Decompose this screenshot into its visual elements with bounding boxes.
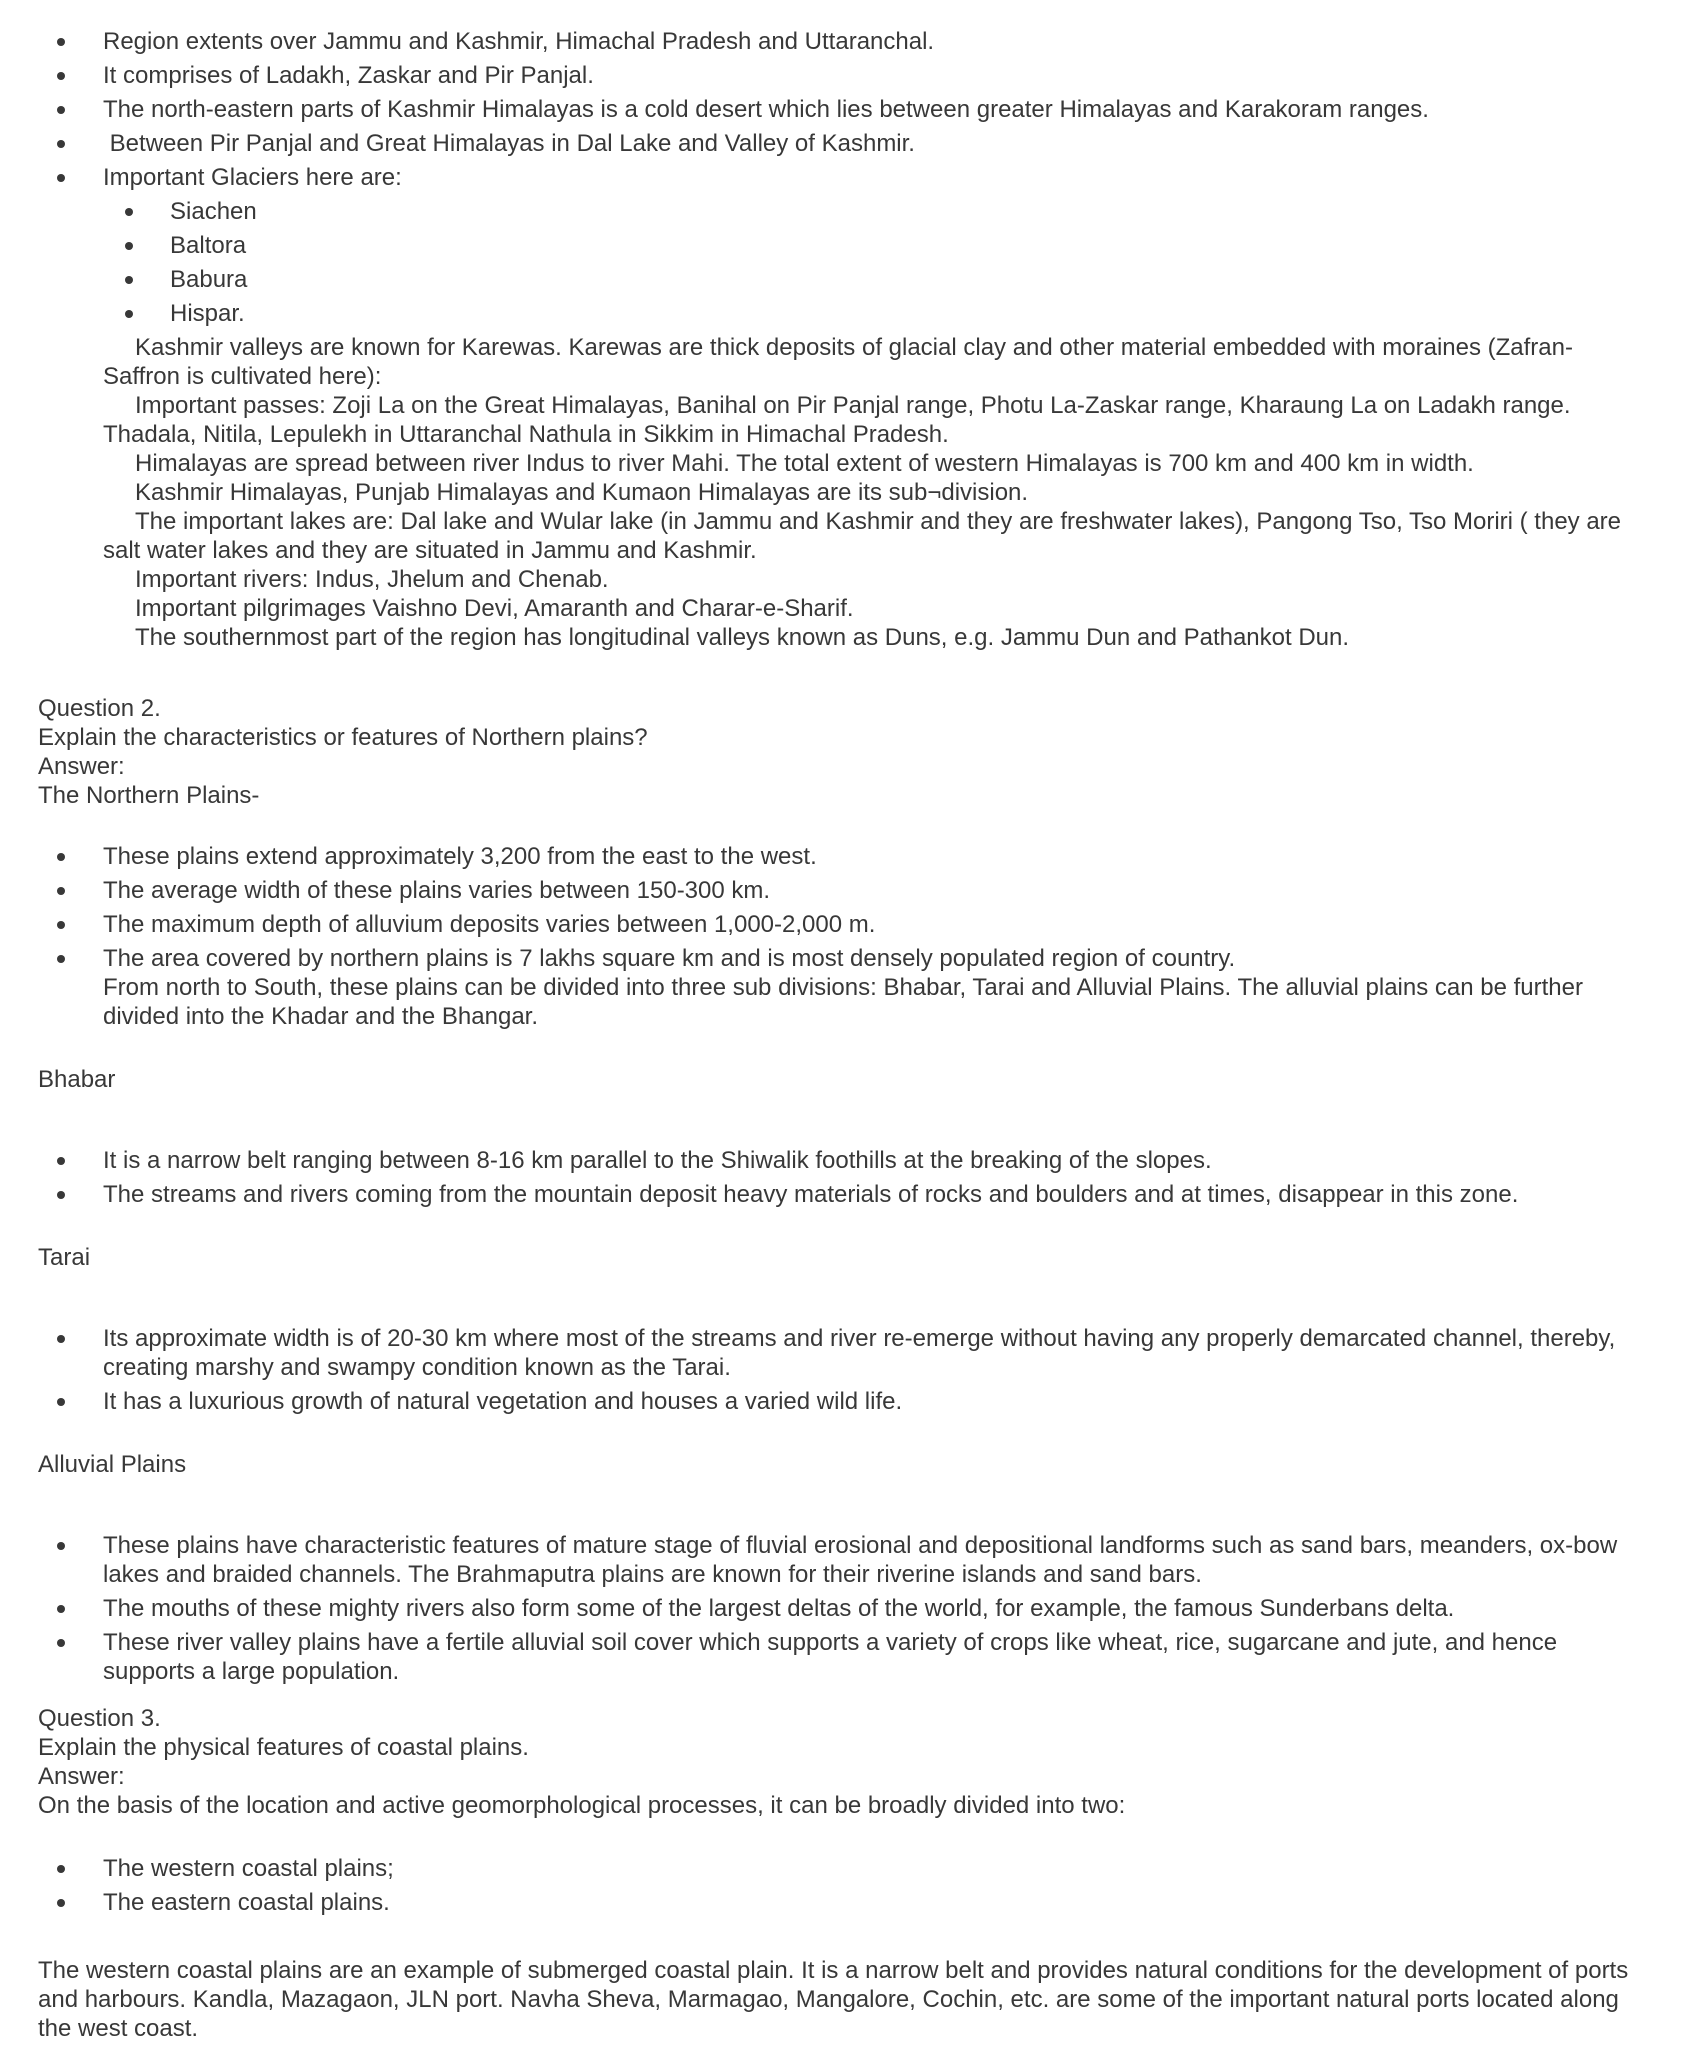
note-paragraph: Himalayas are spread between river Indus to river Mahi. The total extent of western Himalayas is 700 km and 400 km in width. (135, 450, 1474, 477)
list-item-text: The area covered by northern plains is 7 lakhs square km and is most densely populated region of country. (103, 945, 1236, 972)
list-item-text: These plains extend approximately 3,200 from the east to the west. (103, 843, 817, 870)
list-item (103, 910, 1642, 939)
bullet-icon (125, 242, 133, 250)
bullet-icon (57, 1542, 65, 1550)
section-heading-bhabar: Bhabar (38, 1066, 116, 1093)
list-item (170, 231, 1642, 260)
list-item (103, 163, 1642, 328)
bullet-icon (57, 921, 65, 929)
answer-intro: On the basis of the location and active geomorphological processes, it can be broadly divided into two: (38, 1792, 1126, 1819)
list-item-text: It is a narrow belt ranging between 8-16 km parallel to the Shiwalik foothills at the breaking of the slopes. (103, 1147, 1212, 1174)
northern-plains-bullet-list (38, 842, 1642, 1031)
list-item (103, 129, 1642, 158)
note-paragraph: The southernmost part of the region has longitudinal valleys known as Duns, e.g. Jammu Dun and Pathankot Dun. (135, 624, 1350, 651)
himalaya-notes (38, 333, 1642, 652)
answer-intro: The Northern Plains- (38, 782, 260, 809)
bullet-icon (57, 72, 65, 80)
list-item (170, 299, 1642, 328)
list-item-text: Siachen (170, 198, 257, 225)
note-paragraph: The important lakes are: Dal lake and Wular lake (in Jammu and Kashmir and they are freshwater lakes), Pangong Tso, Tso Moriri ( they are salt water lakes and they are situated in Jammu and Kashmir. (103, 508, 1622, 564)
bullet-icon (57, 853, 65, 861)
bullet-icon (57, 140, 65, 148)
bullet-icon (57, 1335, 65, 1343)
glacier-sublist (103, 197, 1642, 328)
list-item-text: The maximum depth of alluvium deposits varies between 1,000-2,000 m. (103, 911, 876, 938)
bullet-icon (57, 1398, 65, 1406)
list-item-text: The north-eastern parts of Kashmir Himalayas is a cold desert which lies between greater Himalayas and Karakoram ranges. (103, 96, 1429, 123)
himalaya-bullet-list (38, 27, 1642, 328)
alluvial-plains-bullet-list (38, 1531, 1642, 1686)
list-item-text: The western coastal plains; (103, 1855, 394, 1882)
note-paragraph: Kashmir valleys are known for Karewas. Karewas are thick deposits of glacial clay and other material embedded with moraines (Zafran-Saffron is cultivated here): (103, 334, 1573, 390)
list-item (103, 944, 1642, 1031)
list-item (103, 1387, 1642, 1416)
section-heading-alluvial-plains: Alluvial Plains (38, 1451, 187, 1478)
bullet-icon (57, 106, 65, 114)
bullet-icon (57, 1639, 65, 1647)
list-item-text: The eastern coastal plains. (103, 1889, 390, 1916)
list-item-continuation: From north to South, these plains can be divided into three sub divisions: Bhabar, Tarai and Alluvial Plains. The alluvial plains can be further divided into the Khadar and the Bhangar. (103, 974, 1590, 1030)
list-item-text: Between Pir Panjal and Great Himalayas in Dal Lake and Valley of Kashmir. (103, 130, 915, 157)
list-item-text: The streams and rivers coming from the mountain deposit heavy materials of rocks and boulders and at times, disappear in this zone. (103, 1181, 1519, 1208)
list-item (103, 1594, 1642, 1623)
question-text: Explain the characteristics or features of Northern plains? (38, 724, 648, 751)
list-item (103, 1628, 1642, 1686)
question-label: Question 2. (38, 695, 161, 722)
bullet-icon (57, 174, 65, 182)
list-item (170, 265, 1642, 294)
note-paragraph: Important rivers: Indus, Jhelum and Chenab. (135, 566, 609, 593)
list-item (103, 842, 1642, 871)
bullet-icon (57, 1899, 65, 1907)
list-item (103, 95, 1642, 124)
bhabar-bullet-list (38, 1146, 1642, 1209)
list-item (103, 1324, 1642, 1382)
list-item (103, 1854, 1642, 1883)
list-item-text: Its approximate width is of 20-30 km where most of the streams and river re-emerge without having any properly demarcated channel, thereby, creating marshy and swampy condition known as the Tarai. (103, 1325, 1622, 1381)
list-item (103, 1180, 1642, 1209)
bullet-icon (57, 1865, 65, 1873)
note-paragraph: Kashmir Himalayas, Punjab Himalayas and Kumaon Himalayas are its sub¬division. (135, 479, 1029, 506)
bullet-icon (125, 310, 133, 318)
note-paragraph: Important pilgrimages Vaishno Devi, Amaranth and Charar-e-Sharif. (135, 595, 854, 622)
question3-block (38, 1704, 1642, 1820)
section-heading-tarai: Tarai (38, 1244, 91, 1271)
bullet-icon (57, 1191, 65, 1199)
list-item (103, 1146, 1642, 1175)
tarai-bullet-list (38, 1324, 1642, 1416)
list-item-text: Region extents over Jammu and Kashmir, Himachal Pradesh and Uttaranchal. (103, 28, 935, 55)
bullet-icon (57, 1605, 65, 1613)
question-label: Question 3. (38, 1705, 161, 1732)
list-item (103, 61, 1642, 90)
bullet-icon (125, 276, 133, 284)
answer-label: Answer: (38, 753, 125, 780)
list-item-text: The mouths of these mighty rivers also form some of the largest deltas of the world, for example, the famous Sunderbans delta. (103, 1595, 1455, 1622)
list-item (103, 1888, 1642, 1917)
list-item-text: Important Glaciers here are: (103, 164, 402, 191)
list-item-text: These river valley plains have a fertile alluvial soil cover which supports a variety of crops like wheat, rice, sugarcane and jute, and hence supports a large population. (103, 1629, 1564, 1685)
coastal-plains-bullet-list (38, 1854, 1642, 1917)
list-item (103, 1531, 1642, 1589)
list-item-text: It comprises of Ladakh, Zaskar and Pir Panjal. (103, 62, 594, 89)
list-item-text: Hispar. (170, 300, 245, 327)
list-item-text: Baltora (170, 232, 247, 259)
list-item (103, 27, 1642, 56)
bullet-icon (57, 1157, 65, 1165)
list-item (170, 197, 1642, 226)
list-item (103, 876, 1642, 905)
list-item-text: It has a luxurious growth of natural vegetation and houses a varied wild life. (103, 1388, 903, 1415)
bullet-icon (125, 208, 133, 216)
bullet-icon (57, 955, 65, 963)
list-item-text: These plains have characteristic features of mature stage of fluvial erosional and depositional landforms such as sand bars, meanders, ox-bow lakes and braided channels. The Brahmaputra plains are known for their riverine islands and sand bars. (103, 1532, 1624, 1588)
bullet-icon (57, 38, 65, 46)
question-text: Explain the physical features of coastal plains. (38, 1734, 529, 1761)
list-item-text: Babura (170, 266, 248, 293)
answer-label: Answer: (38, 1763, 125, 1790)
list-item-text: The average width of these plains varies between 150-300 km. (103, 877, 771, 904)
question2-block (38, 694, 1642, 810)
note-paragraph: Important passes: Zoji La on the Great Himalayas, Banihal on Pir Panjal range, Photu La-Zaskar range, Kharaung La on Ladakh range. Thadala, Nitila, Lepulekh in Uttaranchal Nathula in Sikkim in Himachal Pradesh. (103, 392, 1571, 448)
bullet-icon (57, 887, 65, 895)
closing-paragraph: The western coastal plains are an example of submerged coastal plain. It is a narrow belt and provides natural conditions for the development of ports and harbours. Kandla, Mazagaon, JLN port. Navha Sheva, Marmagao, Mangalore, Cochin, etc. are some of the important natural ports located along the west coast. (38, 1957, 1629, 2042)
